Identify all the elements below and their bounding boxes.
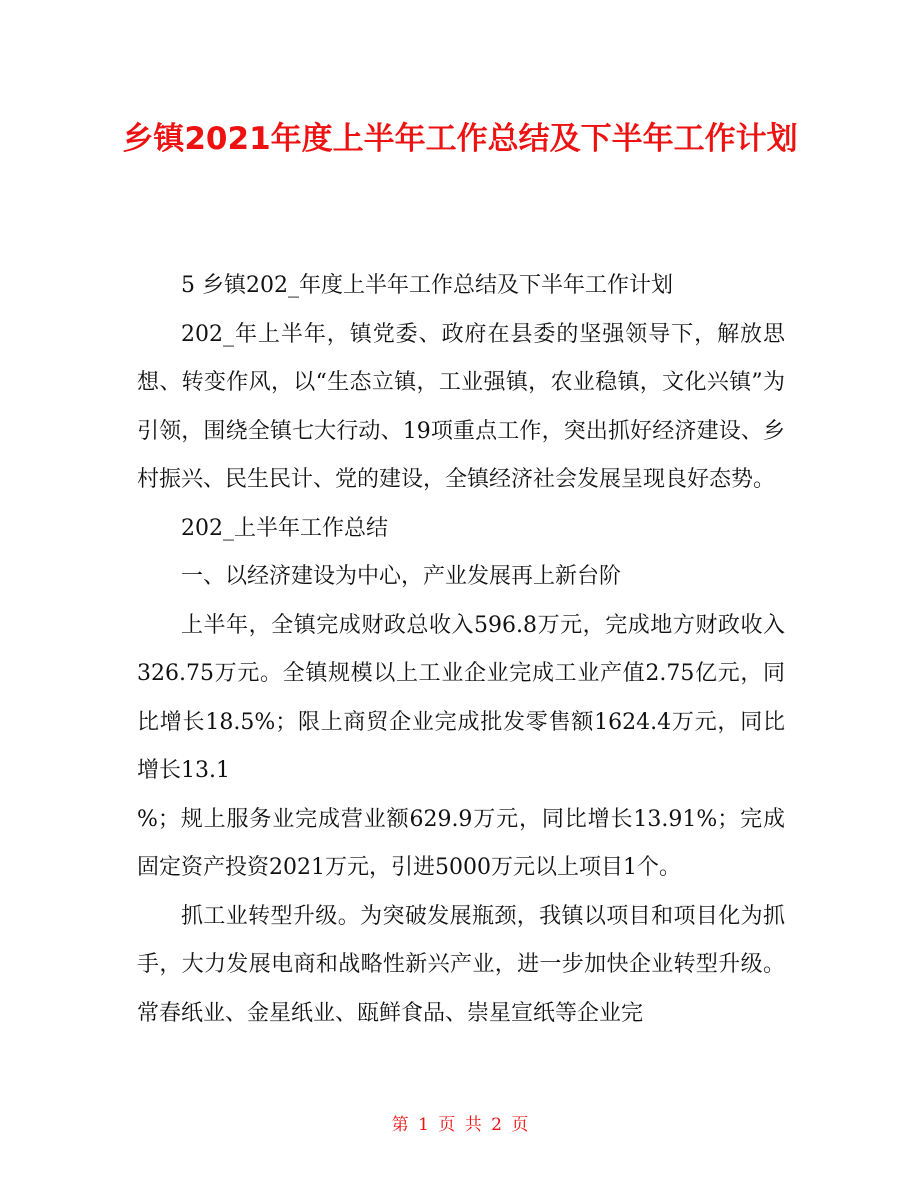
document-body xyxy=(137,262,785,1038)
page-footer: 第 1 页 共 2 页 xyxy=(391,1115,529,1135)
paragraph-intro: 202_年上半年，镇党委、政府在县委的坚强领导下，解放思想、转变作风，以“生态立镇，工业强镇，农业稳镇，文化兴镇”为引领，围绕全镇七大行动、19项重点工作，突出抓好经济建设、乡村振兴、民生民计、党的建设，全镇经济社会发展呈现良好态势。 xyxy=(137,321,785,492)
section-heading: 202_上半年工作总结 xyxy=(181,515,388,541)
paragraph-industry: 抓工业转型升级。为突破发展瓶颈，我镇以项目和项目化为抓手，大力发展电商和战略性新兴产业，进一步加快企业转型升级。常春纸业、金星纸业、瓯鲜食品、崇星宣纸等企业完 xyxy=(137,903,785,1026)
paragraph-economy-continued: %；规上服务业完成营业额629.9万元，同比增长13.91%；完成固定资产投资2021万元，引进5000万元以上项目1个。 xyxy=(137,806,785,880)
subsection-heading: 一、以经济建设为中心，产业发展再上新台阶 xyxy=(181,564,622,589)
document-title: 乡镇2021年度上半年工作总结及下半年工作计划 xyxy=(122,121,798,157)
paragraph-subtitle: 5 乡镇202_年度上半年工作总结及下半年工作计划 xyxy=(181,273,673,298)
paragraph-economy: 上半年，全镇完成财政总收入596.8万元，完成地方财政收入326.75万元。全镇规模以上工业企业完成工业产值2.75亿元，同比增长18.5%；限上商贸企业完成批发零售额1624.4万元，同比增长13.1 xyxy=(137,612,785,783)
